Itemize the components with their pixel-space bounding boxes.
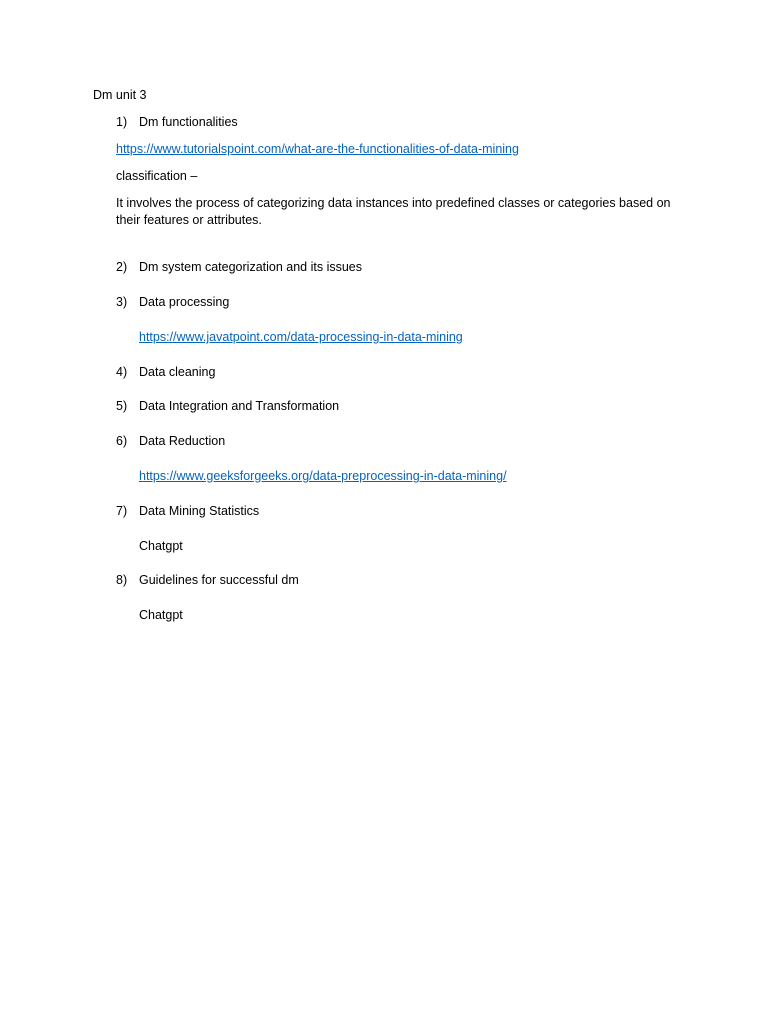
list-item-text: Data cleaning bbox=[139, 365, 216, 379]
javatpoint-link[interactable]: https://www.javatpoint.com/data-processing-in-data-mining bbox=[139, 330, 463, 344]
note-chatgpt: Chatgpt bbox=[139, 608, 183, 622]
classification-heading: classification – bbox=[116, 169, 198, 183]
document-title: Dm unit 3 bbox=[93, 88, 147, 102]
list-item-number: 4) bbox=[116, 365, 128, 379]
tutorialspoint-link[interactable]: https://www.tutorialspoint.com/what-are-the-functionalities-of-data-mining bbox=[116, 142, 519, 156]
classification-body: It involves the process of categorizing data instances into predefined classes or categories based on their features or attributes. bbox=[116, 196, 671, 227]
note-chatgpt: Chatgpt bbox=[139, 539, 183, 553]
list-item-text: Data processing bbox=[139, 295, 230, 309]
list-item-number: 6) bbox=[116, 434, 128, 448]
list-item-text: Dm system categorization and its issues bbox=[139, 260, 363, 274]
list-item-text: Guidelines for successful dm bbox=[139, 573, 299, 587]
list-item-number: 2) bbox=[116, 260, 128, 274]
list-item-number: 1) bbox=[116, 115, 128, 129]
list-item-number: 5) bbox=[116, 399, 128, 413]
list-item-number: 8) bbox=[116, 573, 128, 587]
list-item-text: Dm functionalities bbox=[139, 115, 238, 129]
geeksforgeeks-link[interactable]: https://www.geeksforgeeks.org/data-preprocessing-in-data-mining/ bbox=[139, 469, 507, 483]
list-item-text: Data Integration and Transformation bbox=[139, 399, 340, 413]
list-item-number: 7) bbox=[116, 504, 128, 518]
list-item-text: Data Reduction bbox=[139, 434, 226, 448]
list-item-number: 3) bbox=[116, 295, 128, 309]
list-item-text: Data Mining Statistics bbox=[139, 504, 260, 518]
